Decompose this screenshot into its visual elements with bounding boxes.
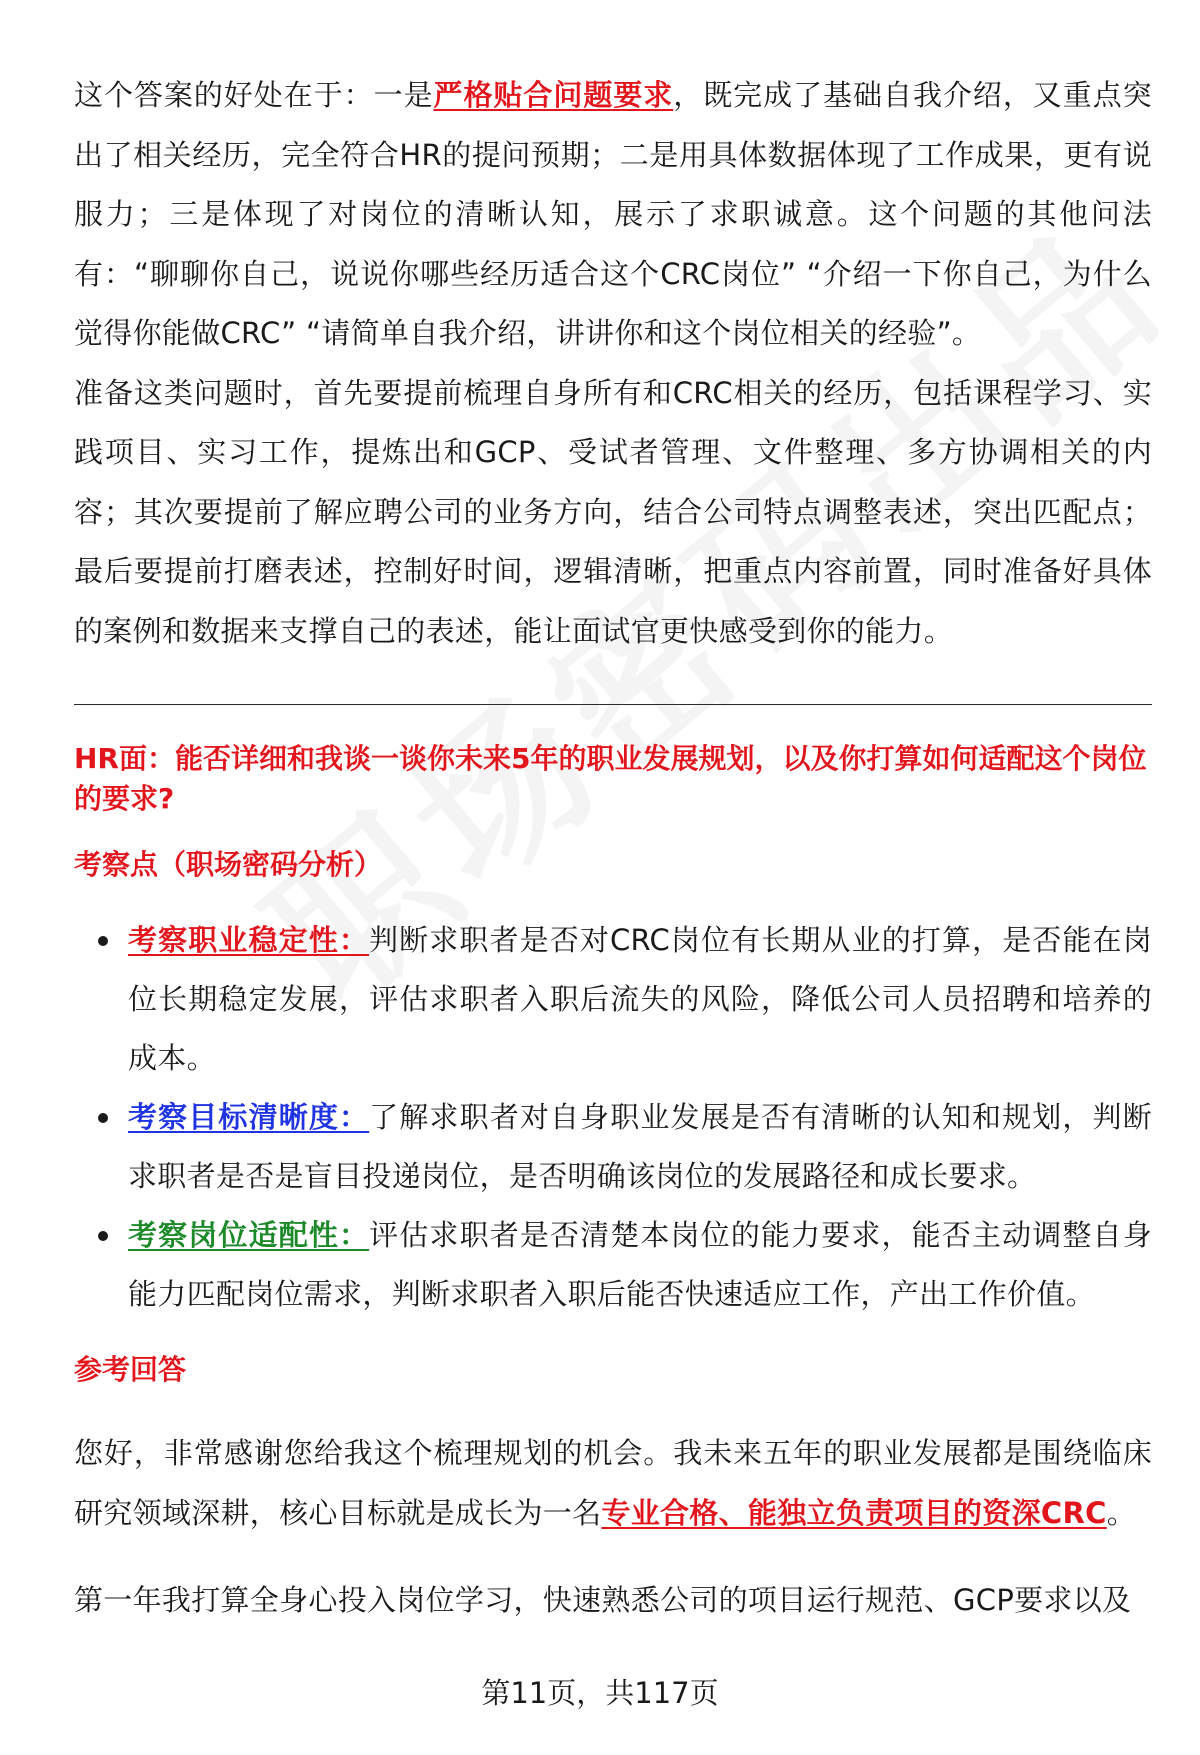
point-item-stability: [74, 911, 1152, 1088]
point-item-fit: [74, 1206, 1152, 1324]
points-heading: 考察点（职场密码分析）: [74, 848, 383, 881]
intro-paragraph-2: 准备这类问题时，首先要提前梳理自身所有和CRC相关的经历，包括课程学习、实践项目、实习工作，提炼出和GCP、受试者管理、文件整理、多方协调相关的内容；其次要提前了解应聘公司的业务方向，结合公司特点调整表述，突出匹配点；最后要提前打磨表述，控制好时间，逻辑清晰，把重点内容前置，同时准备好具体的案例和数据来支撑自己的表述，能让面试官更快感受到你的能力。: [74, 375, 1152, 648]
bullet-icon: [98, 936, 108, 946]
point-text: 了解求职者对自身职业发展是否有清晰的认知和规划，判断求职者是否是盲目投递岗位，是否明确该岗位的发展路径和成长要求。: [128, 1100, 1152, 1193]
question-title: HR面：能否详细和我谈一谈你未来5年的职业发展规划，以及你打算如何适配这个岗位的要求?: [74, 742, 1147, 815]
page-number: 第11页，共117页: [481, 1676, 719, 1710]
answer-highlight: 专业合格、能独立负责项目的资深CRC: [601, 1495, 1107, 1530]
point-text: 评估求职者是否清楚本岗位的能力要求，能否主动调整自身能力匹配岗位需求，判断求职者入职后能否快速适应工作，产出工作价值。: [128, 1218, 1152, 1311]
point-item-clarity: [74, 1088, 1152, 1206]
bullet-icon: [98, 1113, 108, 1123]
intro-paragraph-1: [74, 66, 1152, 364]
point-label: 考察职业稳定性：: [128, 923, 369, 957]
intro-text-b: ，既完成了基础自我介绍，又重点突出了相关经历，完全符合HR的提问预期；二是用具体数据体现了工作成果，更有说服力；三是体现了对岗位的清晰认知，展示了求职诚意。这个问题的其他问法有：“聊聊你自己，说说你哪些经历适合这个CRC岗位” “介绍一下你自己，为什么觉得你能做CRC” “请简单自我介绍，讲讲你和这个岗位相关的经验”。: [74, 78, 1152, 350]
intro-highlight: 严格贴合问题要求: [433, 78, 674, 112]
answer-heading: 参考回答: [74, 1353, 187, 1386]
points-list: [74, 911, 1152, 1324]
section-divider: [74, 704, 1152, 705]
bullet-icon: [98, 1231, 108, 1241]
point-label: 考察岗位适配性：: [128, 1218, 370, 1252]
answer-paragraph-1: [74, 1424, 1152, 1543]
point-text: 判断求职者是否对CRC岗位有长期从业的打算，是否能在岗位长期稳定发展，评估求职者入职后流失的风险，降低公司人员招聘和培养的成本。: [128, 923, 1152, 1075]
intro-text-a: 这个答案的好处在于：一是: [74, 78, 434, 112]
answer-text-b: 。: [1106, 1495, 1137, 1530]
answer-paragraph-2: 第一年我打算全身心投入岗位学习，快速熟悉公司的项目运行规范、GCP要求以及: [74, 1583, 1132, 1617]
point-label: 考察目标清晰度：: [128, 1100, 370, 1134]
answer-text-a: 您好，非常感谢您给我这个梳理规划的机会。我未来五年的职业发展都是围绕临床研究领域深耕，核心目标就是成长为一名: [74, 1436, 1152, 1530]
page-content: [74, 66, 1152, 1631]
